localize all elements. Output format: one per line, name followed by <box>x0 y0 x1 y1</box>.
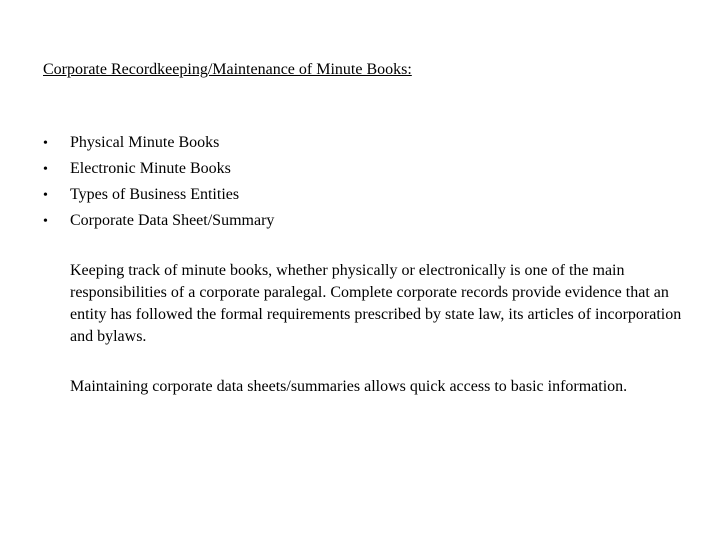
paragraph-minute-books: Keeping track of minute books, whether physically or electronically is one of the main responsibilities of a corporate paralegal. Complete corporate records provide evidence that an entity has followed the formal requirements prescribed by state law, its articles of incorporation and bylaws. <box>70 262 682 345</box>
bullet-icon: • <box>43 162 48 177</box>
bullet-icon: • <box>43 136 48 151</box>
bullet-text: Types of Business Entities <box>70 186 240 203</box>
paragraph-data-sheets: Maintaining corporate data sheets/summaries allows quick access to basic information. <box>70 378 628 395</box>
list-item <box>43 159 274 185</box>
bullet-text: Physical Minute Books <box>70 134 220 151</box>
list-item <box>43 211 274 237</box>
bullet-icon: • <box>43 214 48 229</box>
slide-title: Corporate Recordkeeping/Maintenance of Minute Books: <box>43 61 412 78</box>
list-item <box>43 185 274 211</box>
list-item <box>43 133 274 159</box>
bullet-icon: • <box>43 188 48 203</box>
bullet-text: Corporate Data Sheet/Summary <box>70 212 275 229</box>
bullet-list <box>43 133 274 237</box>
bullet-text: Electronic Minute Books <box>70 160 231 177</box>
